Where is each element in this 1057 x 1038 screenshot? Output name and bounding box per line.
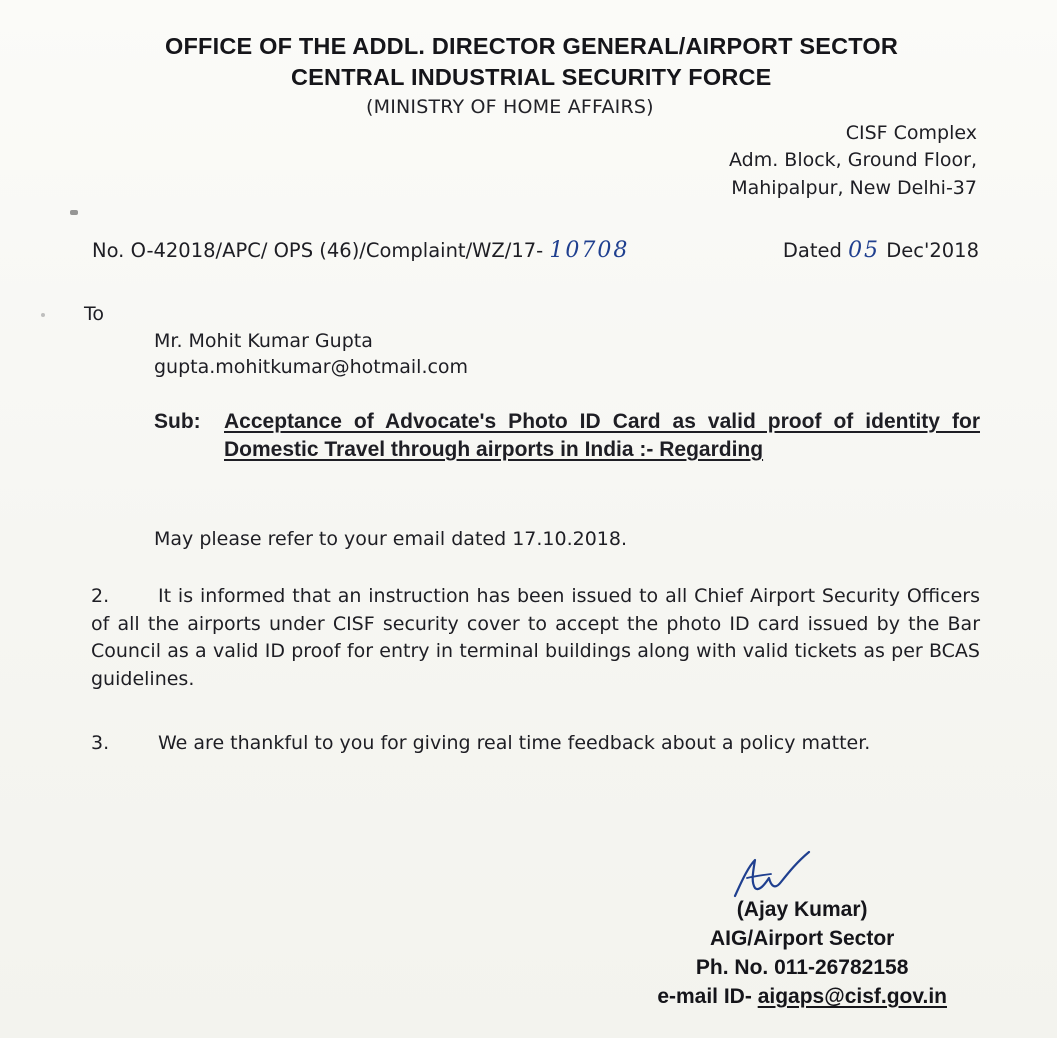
paragraph-3 bbox=[91, 730, 980, 758]
letterhead-organization: CENTRAL INDUSTRIAL SECURITY FORCE bbox=[291, 64, 772, 90]
reference-paragraph: May please refer to your email dated 17.10.2018. bbox=[154, 528, 628, 550]
letterhead-ministry: (MINISTRY OF HOME AFFAIRS) bbox=[366, 96, 654, 118]
date-label: Dated bbox=[782, 239, 842, 262]
paragraph-3-number: 3. bbox=[91, 732, 110, 754]
handwritten-date-day: 05 bbox=[848, 238, 881, 263]
subject-label: Sub: bbox=[154, 410, 201, 433]
paragraph-3-text: We are thankful to you for giving real time feedback about a policy matter. bbox=[158, 732, 871, 754]
signatory-designation: AIG/Airport Sector bbox=[709, 927, 895, 950]
to-label: To bbox=[84, 303, 105, 325]
reference-number bbox=[92, 238, 629, 263]
address-line-2: Adm. Block, Ground Floor, bbox=[728, 149, 977, 171]
signatory-name: (Ajay Kumar) bbox=[736, 898, 868, 921]
recipient-email: gupta.mohitkumar@hotmail.com bbox=[154, 356, 469, 378]
paragraph-2-text: It is informed that an instruction has been issued to all Chief Airport Security Officers of all the airports under CISF security cover to accept the photo ID card issued by the Bar Council as a valid ID proof for entry in terminal buildings along with valid tickets as per BCAS guidelines. bbox=[91, 585, 980, 690]
address-line-1: CISF Complex bbox=[845, 122, 977, 144]
scan-smudge bbox=[70, 210, 78, 215]
signatory-email-line bbox=[657, 982, 947, 1011]
paragraph-2-number: 2. bbox=[91, 585, 110, 607]
subject-text: Acceptance of Advocate's Photo ID Card as valid proof of identity for Domestic Travel through airports in India :- Regarding bbox=[224, 410, 980, 461]
date-month-year: Dec'2018 bbox=[886, 239, 979, 262]
recipient-name: Mr. Mohit Kumar Gupta bbox=[154, 330, 373, 352]
signatory-email-link[interactable]: aigaps@cisf.gov.in bbox=[757, 985, 947, 1008]
scan-smudge bbox=[41, 313, 45, 317]
address-line-3: Mahipalpur, New Delhi-37 bbox=[731, 177, 977, 199]
signature-block bbox=[657, 895, 947, 1011]
handwritten-reference-number: 10708 bbox=[549, 238, 630, 263]
signatory-phone: Ph. No. 011-26782158 bbox=[695, 956, 909, 979]
letterhead-office: OFFICE OF THE ADDL. DIRECTOR GENERAL/AIRPORT SECTOR bbox=[165, 33, 899, 59]
reference-prefix: No. O-42018/APC/ OPS (46)/Complaint/WZ/17- bbox=[92, 239, 544, 262]
letter-date bbox=[783, 238, 979, 263]
paragraph-2 bbox=[91, 583, 980, 693]
signatory-email-label: e-mail ID- bbox=[657, 985, 752, 1008]
